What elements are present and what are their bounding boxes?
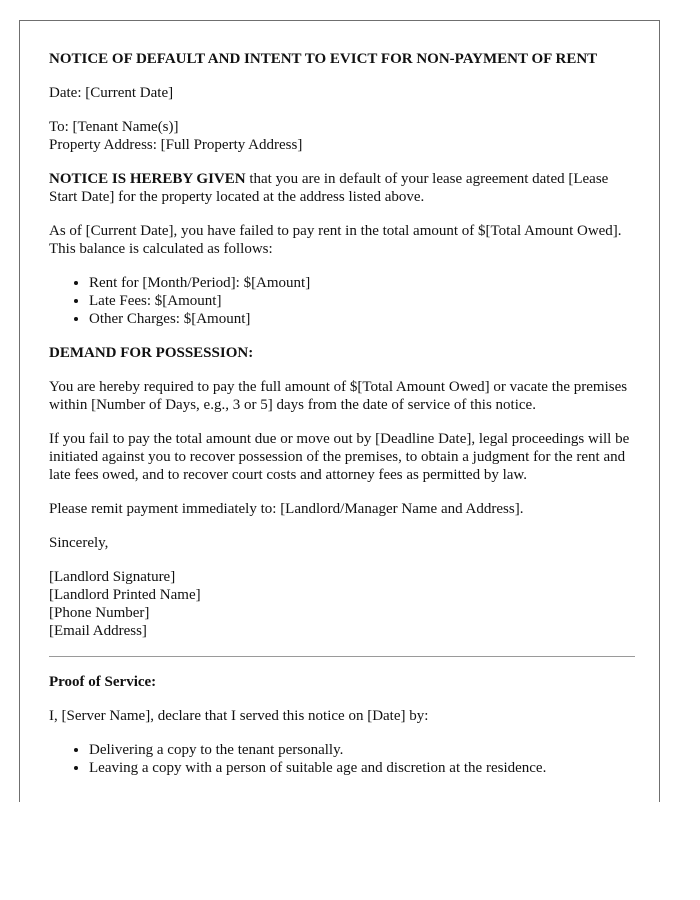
- section-divider: [49, 656, 635, 657]
- service-method-item: • Delivering a copy to the tenant personally.: [89, 741, 635, 759]
- charges-list: [49, 274, 635, 328]
- recipient-block: [49, 118, 635, 154]
- charge-item: • Rent for [Month/Period]: $[Amount]: [89, 274, 635, 292]
- phone-line: [Phone Number]: [49, 605, 150, 621]
- notice-given-paragraph: [49, 170, 635, 206]
- notice-title: NOTICE OF DEFAULT AND INTENT TO EVICT FOR NON-PAYMENT OF RENT: [49, 51, 598, 67]
- property-address-line: Property Address: [Full Property Address]: [49, 137, 303, 153]
- closing-line: Sincerely,: [49, 535, 109, 551]
- notice-given-emphasis: NOTICE IS HEREBY GIVEN: [49, 171, 246, 187]
- signature-block: [49, 568, 635, 640]
- demand-heading: DEMAND FOR POSSESSION:: [49, 345, 254, 361]
- email-line: [Email Address]: [49, 623, 147, 639]
- notice-given-text: that you are in default of your lease agreement dated [Lease Start Date] for the property located at the address listed above.: [49, 171, 609, 205]
- legal-proceedings-paragraph: If you fail to pay the total amount due or move out by [Deadline Date], legal proceedings will be initiated against you to recover possession of the premises, to obtain a judgment for the rent and late fees owed, and to recover court costs and attorney fees as permitted by law.: [49, 431, 630, 483]
- demand-paragraph: You are hereby required to pay the full amount of $[Total Amount Owed] or vacate the premises within [Number of Days, e.g., 3 or 5] days from the date of service of this notice.: [49, 379, 628, 413]
- document-content: [49, 50, 635, 793]
- tenant-line: To: [Tenant Name(s)]: [49, 119, 179, 135]
- remit-payment-paragraph: Please remit payment immediately to: [Landlord/Manager Name and Address].: [49, 501, 524, 517]
- charge-item: • Other Charges: $[Amount]: [89, 310, 635, 328]
- charge-item: • Late Fees: $[Amount]: [89, 292, 635, 310]
- date-line: Date: [Current Date]: [49, 85, 174, 101]
- service-method-item: • Leaving a copy with a person of suitable age and discretion at the residence.: [89, 759, 635, 777]
- printed-name-line: [Landlord Printed Name]: [49, 587, 201, 603]
- proof-of-service-heading: Proof of Service:: [49, 674, 157, 690]
- document-page: [19, 20, 660, 802]
- amount-owed-paragraph: As of [Current Date], you have failed to pay rent in the total amount of $[Total Amount Owed]. This balance is calculated as follows:: [49, 223, 622, 257]
- service-methods-list: [49, 741, 635, 777]
- service-declaration: I, [Server Name], declare that I served this notice on [Date] by:: [49, 708, 429, 724]
- signature-line: [Landlord Signature]: [49, 569, 176, 585]
